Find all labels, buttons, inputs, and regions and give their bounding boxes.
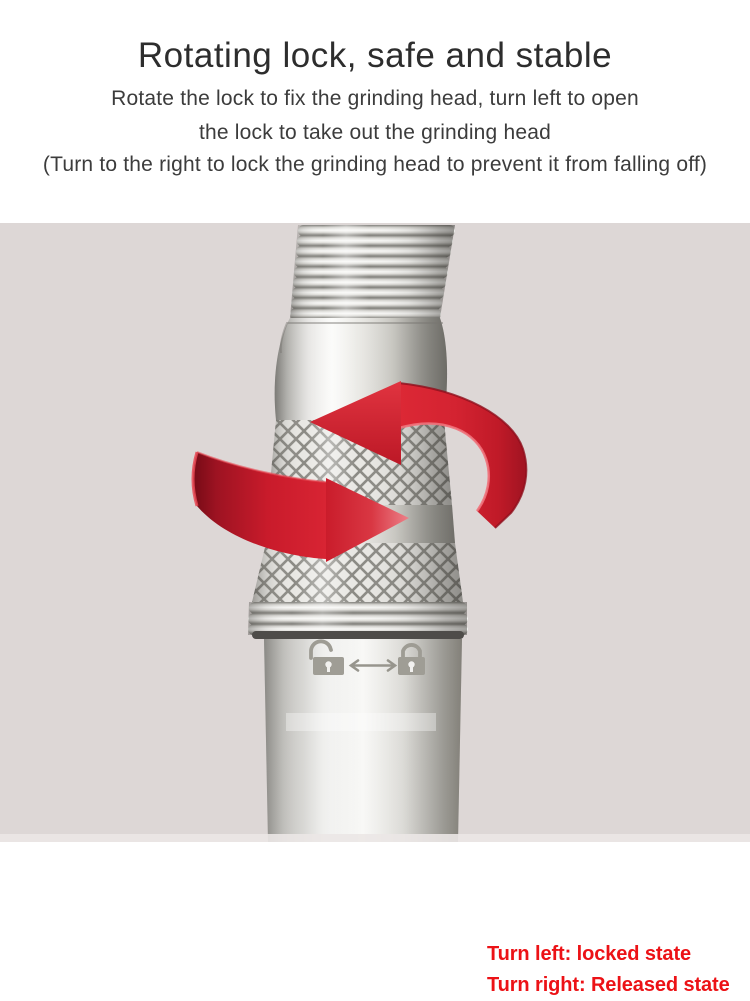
product-photo-panel: [0, 223, 750, 996]
rubber-ring: [252, 631, 464, 639]
subtitle-line-3: (Turn to the right to lock the grinding head to prevent it from falling off): [42, 153, 708, 176]
subtitle-line-1: Rotate the lock to fix the grinding head, turn left to open: [111, 87, 639, 110]
handpiece-product-image: [0, 223, 750, 842]
ring-section: [248, 602, 468, 639]
thread-section: [290, 225, 455, 320]
bottom-edge-strip: [0, 834, 750, 842]
page-title: Rotating lock, safe and stable: [137, 36, 613, 75]
caption-turn-left: Turn left: locked state: [487, 943, 692, 965]
body-reflection: [286, 713, 436, 731]
subtitle-line-2: the lock to take out the grinding head: [198, 121, 551, 144]
body-section: [264, 639, 462, 842]
state-caption: [487, 939, 730, 1001]
caption-turn-right: Turn right: Released state: [487, 974, 730, 996]
